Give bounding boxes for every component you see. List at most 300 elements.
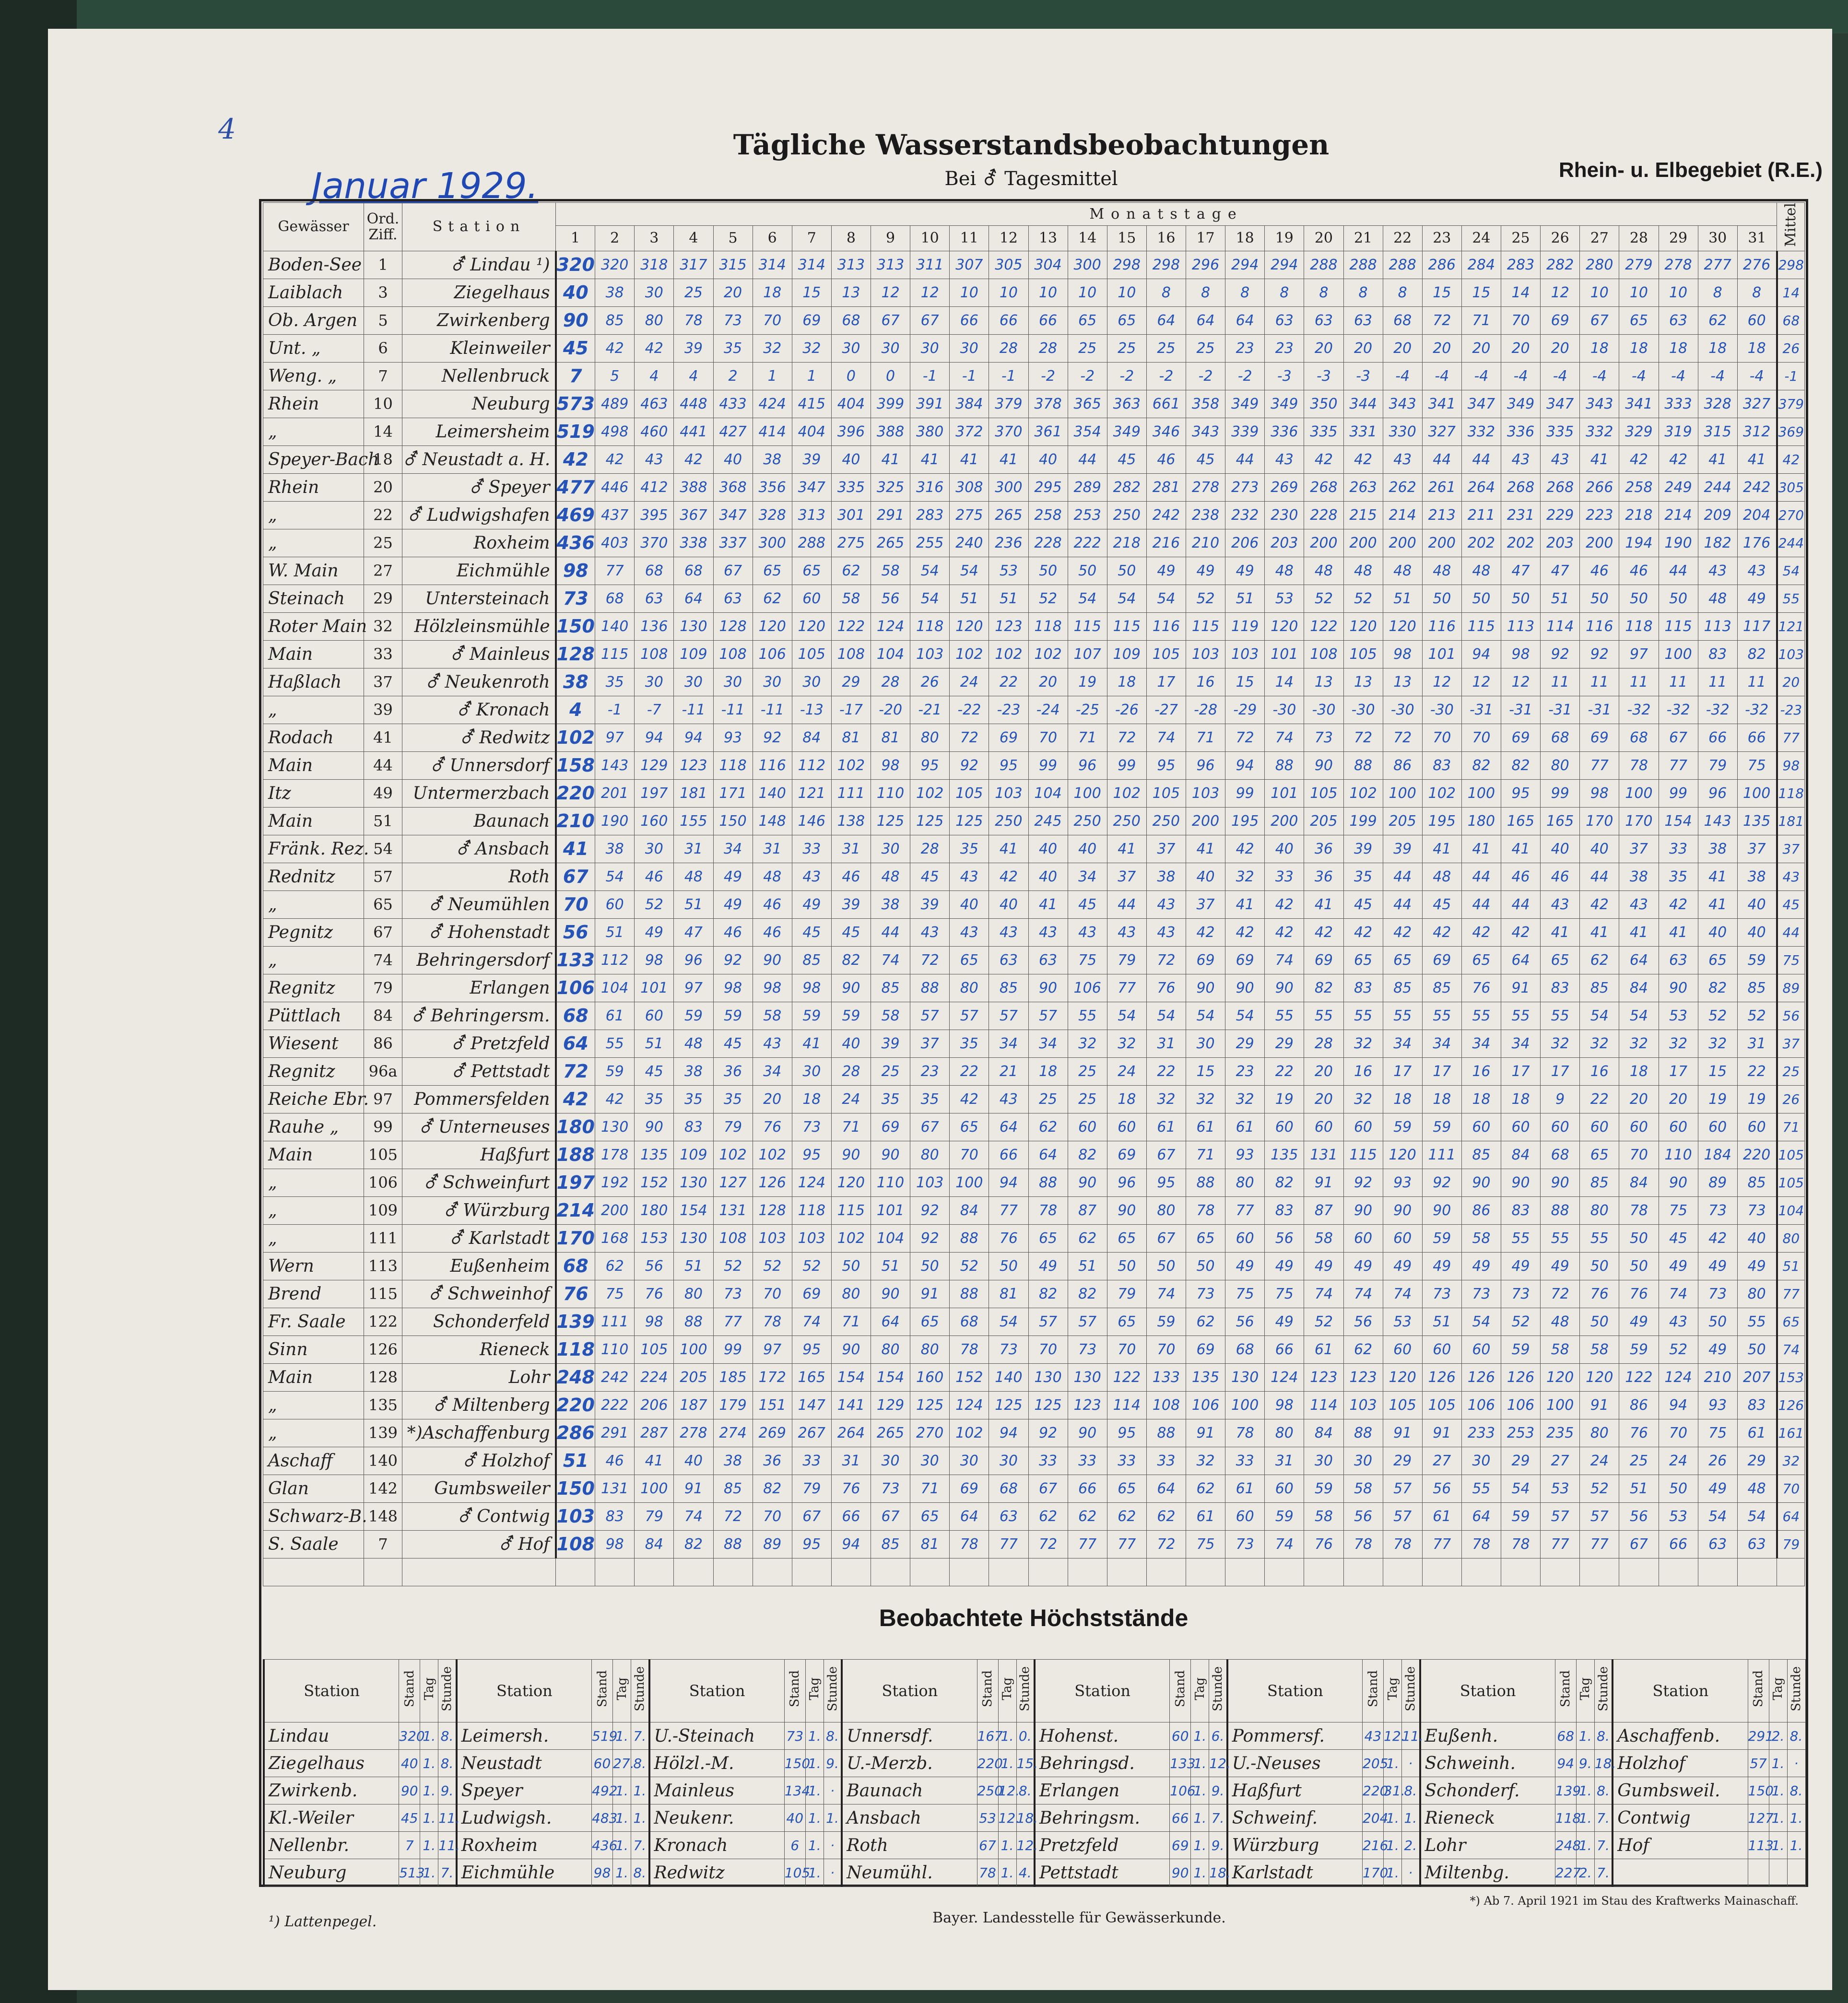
cell-ord: 122 [364, 1308, 402, 1335]
cell-value: 18 [792, 1085, 831, 1113]
cell-value: 56 [635, 1252, 674, 1280]
cell-value: 40 [950, 890, 989, 918]
cell-value: 269 [753, 1419, 792, 1447]
cell-value: 343 [1186, 418, 1225, 445]
cell-value: 59 [1737, 946, 1777, 974]
hoechst-table [263, 1659, 1806, 1886]
cell-value: 63 [1698, 1530, 1737, 1558]
cell-station: ⚦ Ansbach [402, 835, 556, 863]
table-row [263, 418, 1805, 445]
cell-value: 16 [1461, 1057, 1501, 1085]
cell-value: 74 [1383, 1280, 1422, 1308]
cell-value: 339 [1225, 418, 1265, 445]
hoechst-header-stunde [824, 1660, 842, 1722]
cell-mittel: 121 [1777, 612, 1805, 640]
cell-value: 356 [753, 473, 792, 501]
hoechst-header-label: Stand [1365, 1670, 1380, 1708]
cell-value: 0 [871, 362, 910, 390]
cell-value: 115 [1343, 1141, 1383, 1169]
cell-value: 48 [1461, 557, 1501, 585]
hoechst-tag: 12. [998, 1777, 1016, 1804]
cell-value: 40 [1541, 835, 1580, 863]
cell-value: 330 [1383, 418, 1422, 445]
cell-value: 8 [1265, 279, 1304, 306]
cell-value: 59 [1146, 1308, 1186, 1335]
cell-value: 42 [1343, 918, 1383, 946]
footnote-lattenpegel: ¹) Lattenpegel. [269, 1913, 377, 1930]
cell-value: 264 [831, 1419, 871, 1447]
cell-value: 125 [950, 807, 989, 835]
cell-value: 94 [1659, 1391, 1698, 1419]
cell-ord: 5 [364, 306, 402, 334]
cell-value: 33 [792, 835, 831, 863]
cell-value: 100 [674, 1335, 713, 1363]
cell-value: 58 [1343, 1475, 1383, 1502]
header-day: 13 [1028, 226, 1068, 251]
cell-value: 82 [674, 1530, 713, 1558]
cell-value: 57 [950, 1002, 989, 1030]
cell-value: 65 [753, 557, 792, 585]
cell-value: 42 [1383, 918, 1422, 946]
cell-value: 83 [1265, 1196, 1304, 1224]
cell-value: 60 [1225, 1224, 1265, 1252]
cell-value: 127 [713, 1169, 753, 1196]
cell-value: 148 [753, 807, 792, 835]
cell-value: 248 [556, 1363, 595, 1391]
cell-value: 463 [635, 390, 674, 418]
cell-value: 250 [1068, 807, 1107, 835]
hoechst-tag: 1. [420, 1777, 438, 1804]
cell-value: 328 [753, 501, 792, 529]
cell-value: 61 [1225, 1113, 1265, 1141]
cell-value: 85 [713, 1475, 753, 1502]
cell-value: 105 [1304, 779, 1343, 807]
cell-value: 395 [635, 501, 674, 529]
cell-value: 184 [1698, 1141, 1737, 1169]
cell-value: 216 [1146, 529, 1186, 557]
cell-empty [871, 1558, 910, 1586]
header-day: 18 [1225, 226, 1265, 251]
cell-value: 52 [1501, 1308, 1541, 1335]
cell-value: 77 [1225, 1196, 1265, 1224]
cell-value: 120 [1383, 612, 1422, 640]
cell-value: 58 [753, 1002, 792, 1030]
cell-value: 59 [1501, 1335, 1541, 1363]
hoechst-stunde: 8. [1787, 1777, 1805, 1804]
cell-value: 62 [1028, 1113, 1068, 1141]
cell-value: 117 [1737, 612, 1777, 640]
cell-value: 34 [1422, 1030, 1461, 1057]
cell-value: -11 [713, 696, 753, 724]
cell-value: 103 [910, 640, 950, 668]
cell-value: 25 [1619, 1447, 1659, 1475]
table-row-empty [263, 1558, 1805, 1586]
cell-value: 58 [1461, 1224, 1501, 1252]
table-row [263, 724, 1805, 751]
cell-value: 75 [1265, 1280, 1304, 1308]
cell-station: ⚦ Lindau ¹) [402, 251, 556, 279]
cell-value: 104 [871, 1224, 910, 1252]
cell-value: 78 [1028, 1196, 1068, 1224]
cell-value: 89 [753, 1530, 792, 1558]
header-day: 29 [1659, 226, 1698, 251]
cell-gewaesser: Main [263, 1363, 364, 1391]
hoechst-header-stunde [1402, 1660, 1420, 1722]
cell-value: 45 [831, 918, 871, 946]
cell-value: 120 [1265, 612, 1304, 640]
cell-value: -1 [595, 696, 635, 724]
hoechst-stand: 436 [592, 1832, 613, 1859]
cell-value: 63 [1737, 1530, 1777, 1558]
cell-value: 88 [674, 1308, 713, 1335]
cell-value: 83 [674, 1113, 713, 1141]
cell-ord: 148 [364, 1502, 402, 1530]
cell-value: 90 [1422, 1196, 1461, 1224]
cell-value: 404 [792, 418, 831, 445]
cell-value: 85 [1580, 974, 1619, 1002]
cell-gewaesser: Rhein [263, 390, 364, 418]
hoechst-stunde: 11. [1402, 1722, 1420, 1750]
cell-value: 68 [950, 1308, 989, 1335]
cell-value: 55 [1265, 1002, 1304, 1030]
cell-value: 93 [1383, 1169, 1422, 1196]
hoechst-station: Leimersh. [457, 1722, 592, 1750]
table-row [263, 1308, 1805, 1335]
hoechst-stand: 67 [977, 1832, 998, 1859]
cell-value: 427 [713, 418, 753, 445]
hoechst-stand: 7 [399, 1832, 420, 1859]
cell-value: 99 [713, 1335, 753, 1363]
cell-value: 53 [989, 557, 1028, 585]
cell-value: 573 [556, 390, 595, 418]
cell-value: 68 [556, 1002, 595, 1030]
cell-value: 60 [635, 1002, 674, 1030]
cell-value: 22 [1265, 1057, 1304, 1085]
cell-value: 233 [1461, 1419, 1501, 1447]
cell-value: 133 [556, 946, 595, 974]
cell-value: 59 [674, 1002, 713, 1030]
cell-value: 103 [1186, 779, 1225, 807]
hoechst-header-label: Stunde [825, 1666, 840, 1711]
hoechst-station: Pettstadt [1035, 1859, 1170, 1886]
cell-value: 95 [989, 751, 1028, 779]
hoechst-stunde: 8. [824, 1722, 842, 1750]
cell-value: 45 [713, 1030, 753, 1057]
cell-value: 42 [595, 334, 635, 362]
cell-value: 108 [831, 640, 871, 668]
cell-value: 106 [1068, 974, 1107, 1002]
table-row [263, 1002, 1805, 1030]
cell-value: 60 [1541, 1113, 1580, 1141]
cell-value: 32 [1146, 1085, 1186, 1113]
cell-value: 41 [910, 445, 950, 473]
cell-empty [1541, 1558, 1580, 1586]
cell-value: 320 [595, 251, 635, 279]
cell-value: 57 [1580, 1502, 1619, 1530]
hoechst-header-label: Stand [788, 1670, 802, 1708]
cell-value: 97 [595, 724, 635, 751]
cell-value: 112 [792, 751, 831, 779]
cell-value: 35 [713, 334, 753, 362]
cell-mittel: 44 [1777, 918, 1805, 946]
cell-value: 71 [831, 1113, 871, 1141]
hoechst-tag: 1. [420, 1804, 438, 1832]
cell-value: 7 [556, 362, 595, 390]
cell-value: 55 [1501, 1002, 1541, 1030]
cell-value: 37 [1186, 890, 1225, 918]
cell-value: 70 [556, 890, 595, 918]
cell-value: 43 [1068, 918, 1107, 946]
hoechst-tag: 2. [1576, 1859, 1594, 1886]
cell-value: 51 [1541, 585, 1580, 612]
cell-value: 18 [1028, 1057, 1068, 1085]
cell-value: 49 [713, 863, 753, 890]
cell-value: 49 [1737, 585, 1777, 612]
cell-mittel: -1 [1777, 362, 1805, 390]
cell-value: 84 [1619, 974, 1659, 1002]
table-row [263, 668, 1805, 696]
cell-empty [635, 1558, 674, 1586]
cell-station: Pommersfelden [402, 1085, 556, 1113]
cell-value: 102 [950, 640, 989, 668]
cell-value: 180 [556, 1113, 595, 1141]
cell-value: 51 [1068, 1252, 1107, 1280]
cell-value: 139 [556, 1308, 595, 1335]
hoechst-tag: 1. [613, 1804, 631, 1832]
cell-value: 22 [1580, 1085, 1619, 1113]
cell-value: 82 [1698, 974, 1737, 1002]
cell-value: 287 [635, 1419, 674, 1447]
cell-value: -3 [1265, 362, 1304, 390]
hoechst-header-stand [977, 1660, 998, 1722]
hoechst-station: Schweinh. [1420, 1750, 1555, 1777]
cell-value: 276 [1737, 251, 1777, 279]
cell-value: 76 [1461, 974, 1501, 1002]
cell-value: 108 [1146, 1391, 1186, 1419]
cell-value: 91 [1186, 1419, 1225, 1447]
cell-value: 94 [1225, 751, 1265, 779]
hoechst-tag: 1. [420, 1859, 438, 1886]
cell-value: 62 [1028, 1502, 1068, 1530]
cell-value: 64 [1619, 946, 1659, 974]
hoechst-tag: 1. [805, 1804, 824, 1832]
cell-value: 65 [1383, 946, 1422, 974]
cell-value: -30 [1304, 696, 1343, 724]
cell-value: 18 [1107, 1085, 1146, 1113]
header-day: 30 [1698, 226, 1737, 251]
cell-value: 67 [1580, 306, 1619, 334]
cell-station: Roxheim [402, 529, 556, 557]
cell-station: ⚦ Neukenroth [402, 668, 556, 696]
hoechst-tag: 1. [805, 1750, 824, 1777]
cell-value: 81 [871, 724, 910, 751]
cell-value: 69 [1225, 946, 1265, 974]
cell-value: 263 [1343, 473, 1383, 501]
cell-value: 30 [950, 334, 989, 362]
cell-value: 69 [989, 724, 1028, 751]
cell-value: 41 [1580, 918, 1619, 946]
cell-value: 77 [1107, 1530, 1146, 1558]
cell-value: 176 [1737, 529, 1777, 557]
cell-value: 30 [713, 668, 753, 696]
hoechst-tag: 1. [420, 1832, 438, 1859]
cell-value: 76 [831, 1475, 871, 1502]
cell-value: 265 [871, 529, 910, 557]
cell-value: 294 [1225, 251, 1265, 279]
cell-value: 100 [635, 1475, 674, 1502]
cell-value: 52 [1304, 1308, 1343, 1335]
cell-value: 119 [1225, 612, 1265, 640]
cell-value: 90 [1659, 1169, 1698, 1196]
cell-value: 68 [1383, 306, 1422, 334]
cell-value: 228 [1304, 501, 1343, 529]
cell-value: -30 [1343, 696, 1383, 724]
cell-value: 54 [1107, 585, 1146, 612]
cell-gewaesser: Ob. Argen [263, 306, 364, 334]
cell-value: -1 [910, 362, 950, 390]
cell-value: 433 [713, 390, 753, 418]
cell-value: 49 [1737, 1252, 1777, 1280]
cell-value: 27 [1541, 1447, 1580, 1475]
cell-value: 90 [831, 974, 871, 1002]
cell-value: 349 [1225, 390, 1265, 418]
cell-gewaesser: Wiesent [263, 1030, 364, 1057]
hoechst-row [264, 1859, 1805, 1886]
cell-value: -2 [1107, 362, 1146, 390]
cell-value: 50 [831, 1252, 871, 1280]
cell-value: 8 [1186, 279, 1225, 306]
cell-gewaesser: Boden-See [263, 251, 364, 279]
cell-value: 76 [753, 1113, 792, 1141]
cell-value: 118 [713, 751, 753, 779]
cell-value: 131 [1304, 1141, 1343, 1169]
cell-value: 120 [1343, 612, 1383, 640]
cell-value: 63 [1265, 306, 1304, 334]
cell-value: 63 [1028, 946, 1068, 974]
cell-value: 1 [792, 362, 831, 390]
cell-value: 194 [1619, 529, 1659, 557]
cell-value: 32 [1343, 1085, 1383, 1113]
hoechst-station: Ludwigsh. [457, 1804, 592, 1832]
cell-value: 60 [1461, 1335, 1501, 1363]
cell-station: Kleinweiler [402, 334, 556, 362]
cell-value: 30 [1186, 1030, 1225, 1057]
cell-value: 91 [1422, 1419, 1461, 1447]
cell-value: 80 [950, 974, 989, 1002]
cell-value: 85 [792, 946, 831, 974]
cell-mittel: 74 [1777, 1335, 1805, 1363]
cell-value: 314 [792, 251, 831, 279]
cell-value: 46 [713, 918, 753, 946]
cell-value: 38 [595, 279, 635, 306]
cell-value: 80 [635, 306, 674, 334]
cell-value: 100 [950, 1169, 989, 1196]
cell-value: 87 [1068, 1196, 1107, 1224]
hoechst-tag: 1. [613, 1859, 631, 1886]
cell-value: 41 [792, 1030, 831, 1057]
cell-station: ⚦ Pretzfeld [402, 1030, 556, 1057]
cell-value: 30 [1461, 1447, 1501, 1475]
cell-value: 30 [871, 334, 910, 362]
hoechst-stunde: · [1402, 1750, 1420, 1777]
cell-value: 68 [556, 1252, 595, 1280]
cell-empty [1343, 1558, 1383, 1586]
cell-value: 55 [1461, 1002, 1501, 1030]
cell-value: 346 [1146, 418, 1186, 445]
hoechst-station: Hohenst. [1035, 1722, 1170, 1750]
cell-value: 51 [871, 1252, 910, 1280]
hoechst-station: Kl.-Weiler [264, 1804, 399, 1832]
cell-value: 87 [1304, 1196, 1343, 1224]
cell-value: 103 [792, 1224, 831, 1252]
cell-empty [713, 1558, 753, 1586]
cell-value: 661 [1146, 390, 1186, 418]
cell-value: 448 [674, 390, 713, 418]
cell-value: 123 [989, 612, 1028, 640]
cell-value: 67 [1146, 1224, 1186, 1252]
cell-value: 44 [1068, 445, 1107, 473]
hoechst-tag [1769, 1859, 1787, 1886]
cell-value: 21 [989, 1057, 1028, 1085]
cell-value: 45 [792, 918, 831, 946]
cell-value: 129 [871, 1391, 910, 1419]
cell-value: 40 [1028, 835, 1068, 863]
cell-value: 43 [1501, 445, 1541, 473]
cell-value: 90 [635, 1113, 674, 1141]
cell-value: 124 [792, 1169, 831, 1196]
cell-value: 123 [1343, 1363, 1383, 1391]
cell-value: 85 [1461, 1141, 1501, 1169]
cell-value: 65 [1107, 1224, 1146, 1252]
cell-value: 14 [1265, 668, 1304, 696]
cell-value: 65 [1698, 946, 1737, 974]
header-day: 26 [1541, 226, 1580, 251]
cell-value: 312 [1737, 418, 1777, 445]
cell-value: 424 [753, 390, 792, 418]
cell-value: 106 [753, 640, 792, 668]
cell-value: 171 [713, 779, 753, 807]
cell-value: 172 [753, 1363, 792, 1391]
cell-value: 54 [1501, 1475, 1541, 1502]
cell-value: 46 [1146, 445, 1186, 473]
cell-value: 370 [635, 529, 674, 557]
cell-value: -26 [1107, 696, 1146, 724]
cell-value: 42 [1304, 445, 1343, 473]
hoechst-stunde: 8. [1402, 1777, 1420, 1804]
cell-value: 91 [910, 1280, 950, 1308]
cell-value: 35 [1343, 863, 1383, 890]
cell-empty [1068, 1558, 1107, 1586]
table-row [263, 863, 1805, 890]
cell-value: 55 [1580, 1224, 1619, 1252]
cell-value: 60 [1265, 1113, 1304, 1141]
cell-value: 399 [871, 390, 910, 418]
cell-value: 205 [674, 1363, 713, 1391]
cell-value: 69 [1186, 946, 1225, 974]
cell-value: 32 [1659, 1030, 1698, 1057]
cell-value: 20 [1619, 1085, 1659, 1113]
hoechst-station: Redwitz [649, 1859, 785, 1886]
cell-value: 34 [1501, 1030, 1541, 1057]
cell-value: 15 [1698, 1057, 1737, 1085]
cell-value: 73 [713, 306, 753, 334]
cell-value: 68 [1619, 724, 1659, 751]
cell-value: 114 [1304, 1391, 1343, 1419]
cell-value: 341 [1619, 390, 1659, 418]
cell-value: 42 [989, 863, 1028, 890]
cell-value: 70 [1501, 306, 1541, 334]
cell-value: 90 [871, 1141, 910, 1169]
